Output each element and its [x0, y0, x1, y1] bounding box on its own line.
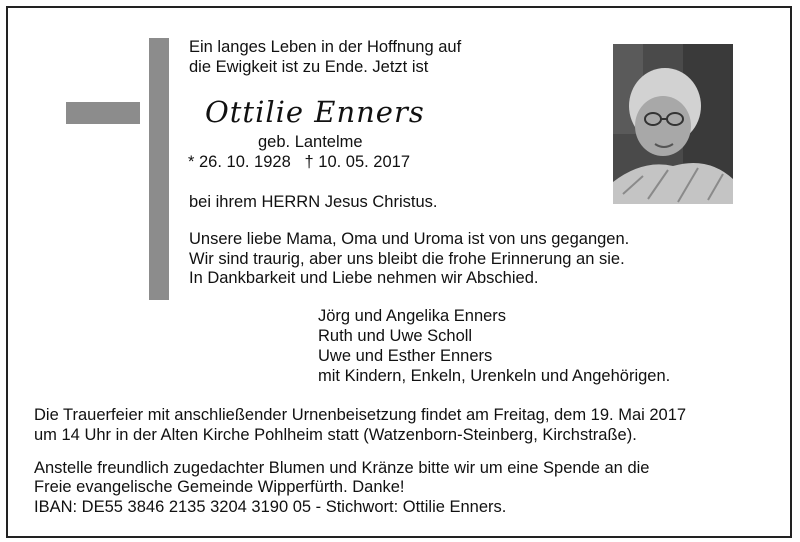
message-line-1: Unsere liebe Mama, Oma und Uroma ist von uns gegangen.: [189, 230, 630, 248]
portrait-photo: [613, 44, 733, 204]
donation-line-2: Freie evangelische Gemeinde Wipperfürth. Danke!: [34, 478, 405, 496]
mourner-line-2: Ruth und Uwe Scholl: [318, 327, 473, 345]
message-line-2: Wir sind traurig, aber uns bleibt die frohe Erinnerung an sie.: [189, 250, 625, 268]
message-line-3: In Dankbarkeit und Liebe nehmen wir Abschied.: [189, 269, 539, 287]
cross-horizontal-bar: [66, 102, 140, 124]
intro-line-1: Ein langes Leben in der Hoffnung auf: [189, 38, 462, 56]
faith-line: bei ihrem HERRN Jesus Christus.: [189, 193, 438, 211]
mourner-line-4: mit Kindern, Enkeln, Urenkeln und Angehörigen.: [318, 367, 671, 385]
funeral-line-2: um 14 Uhr in der Alten Kirche Pohlheim statt (Watzenborn-Steinberg, Kirchstraße).: [34, 426, 637, 444]
funeral-line-1: Die Trauerfeier mit anschließender Urnenbeisetzung findet am Freitag, dem 19. Mai 2017: [34, 406, 687, 424]
life-dates: * 26. 10. 1928 † 10. 05. 2017: [188, 153, 411, 171]
intro-line-2: die Ewigkeit ist zu Ende. Jetzt ist: [189, 58, 429, 76]
donation-line-1: Anstelle freundlich zugedachter Blumen und Kränze bitte wir um eine Spende an die: [34, 459, 650, 477]
mourner-line-1: Jörg und Angelika Enners: [318, 307, 507, 325]
deceased-name: Ottilie Enners: [205, 95, 425, 129]
donation-line-3: IBAN: DE55 3846 2135 3204 3190 05 - Stichwort: Ottilie Enners.: [34, 498, 507, 516]
cross-vertical-bar: [149, 38, 169, 300]
mourner-line-3: Uwe und Esther Enners: [318, 347, 493, 365]
birth-name: geb. Lantelme: [258, 133, 363, 151]
